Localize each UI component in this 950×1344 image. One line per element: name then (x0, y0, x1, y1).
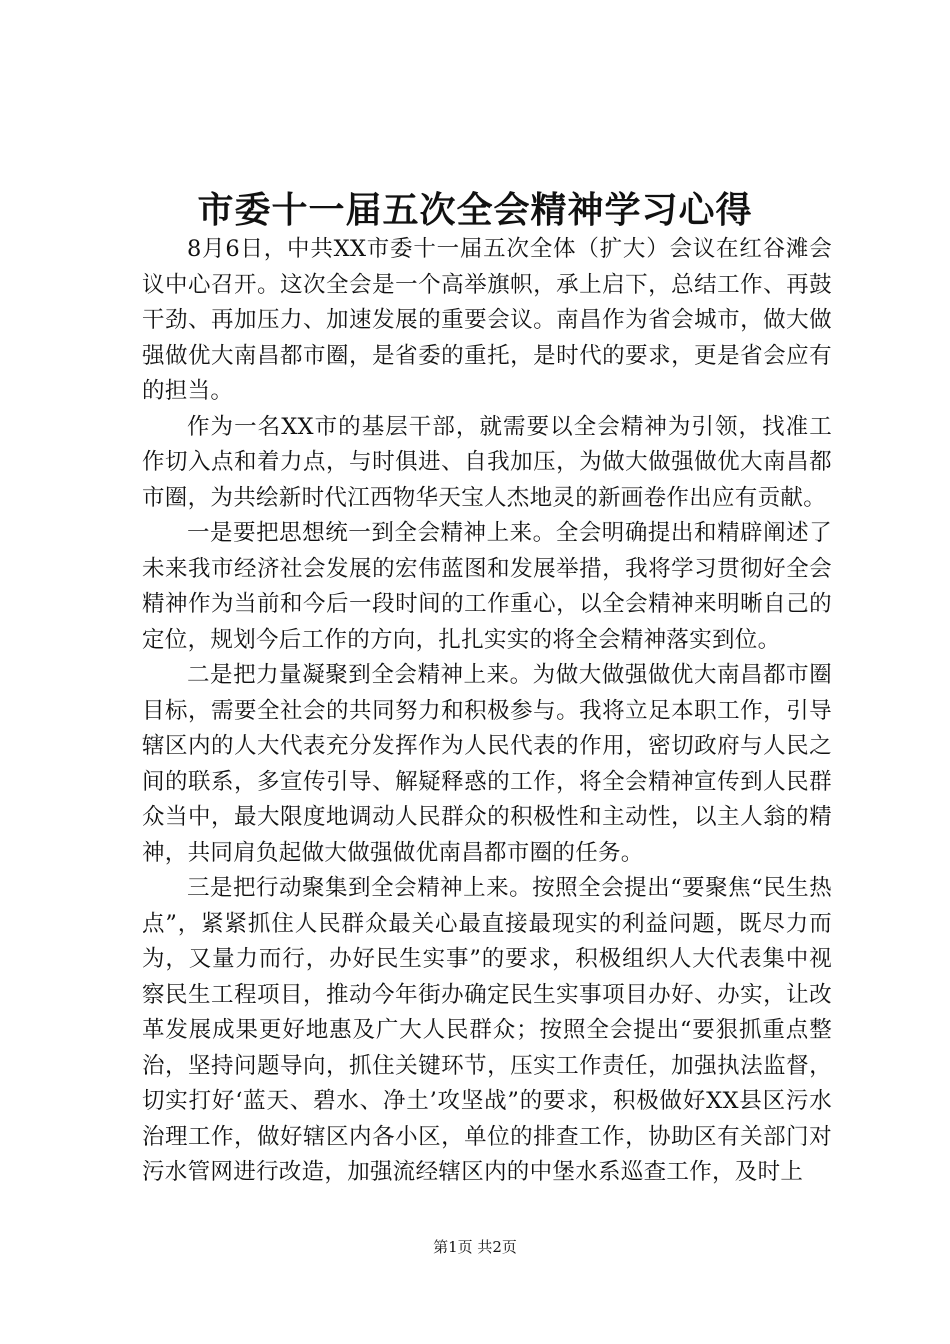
paragraph-point-three: 三是把行动聚集到全会精神上来。按照全会提出“要聚焦“民生热点”，紧紧抓住人民群众最关心最直接最现实的利益问题，既尽力而为，又量力而行，办好民生实事”的要求，积极组织人大代表集中视察民生工程项目，推动今年街办确定民生实事项目办好、办实，让改革发展成果更好地惠及广大人民群众；按照全会提出“要狠抓重点整治，坚持问题导向，抓住关键环节，压实工作责任，加强执法监督，切实打好‘蓝天、碧水、净土’攻坚战”的要求，积极做好XX县区污水治理工作，做好辖区内各小区，单位的排查工作，协助区有关部门对污水管网进行改造，加强流经辖区内的中堡水系巡查工作，及时上 (142, 875, 832, 1185)
document-body (142, 232, 832, 1191)
paragraph-point-one: 一是要把思想统一到全会精神上来。全会明确提出和精辟阐述了未来我市经济社会发展的宏伟蓝图和发展举措，我将学习贯彻好全会精神作为当前和今后一段时间的工作重心，以全会精神来明晰自己的定位，规划今后工作的方向，扎扎实实的将全会精神落实到位。 (142, 520, 832, 653)
document-title: 市委十一届五次全会精神学习心得 (197, 189, 753, 231)
paragraph-point-two: 二是把力量凝聚到全会精神上来。为做大做强做优大南昌都市圈目标，需要全社会的共同努力和积极参与。我将立足本职工作，引导辖区内的人大代表充分发挥作为人民代表的作用，密切政府与人民之间的联系，多宣传引导、解疑释惑的工作，将全会精神宣传到人民群众当中，最大限度地调动人民群众的积极性和主动性，以主人翁的精神，共同肩负起做大做强做优南昌都市圈的任务。 (142, 662, 832, 866)
paragraph-role: 作为一名XX市的基层干部，就需要以全会精神为引领，找准工作切入点和着力点，与时俱进、自我加压，为做大做强做优大南昌都市圈，为共绘新时代江西物华天宝人杰地灵的新画卷作出应有贡献。 (142, 413, 832, 511)
page-footer: 第1页 共2页 (433, 1238, 517, 1256)
paragraph-intro: 8月6日，中共XX市委十一届五次全体（扩大）会议在红谷滩会议中心召开。这次全会是一个高举旗帜，承上启下，总结工作、再鼓干劲、再加压力、加速发展的重要会议。南昌作为省会城市，做大做强做优大南昌都市圈，是省委的重托，是时代的要求，更是省会应有的担当。 (142, 236, 832, 404)
